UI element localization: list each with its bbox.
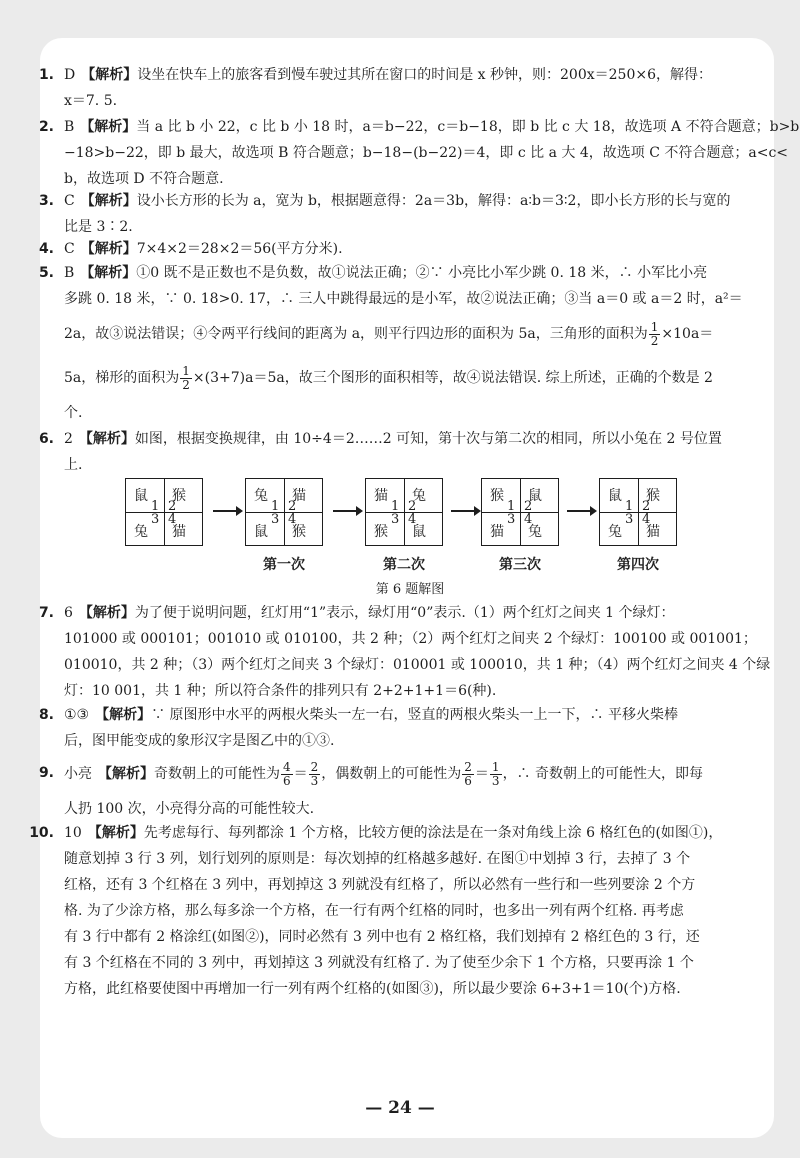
text-line: 后，图甲能变成的象形汉字是图乙中的①③. — [64, 733, 335, 749]
grid-box-initial: 鼠 猴 兔 猫 1 2 3 4 — [125, 478, 203, 546]
text-line: x＝7. 5. — [64, 93, 118, 109]
text-line: ，∴ 奇数朝上的可能性大，即每 — [502, 766, 704, 782]
text-line: 上. — [64, 457, 83, 473]
arrow-icon — [451, 510, 479, 512]
answer: 6 — [64, 605, 73, 621]
item-number: 2. — [38, 119, 54, 135]
text-line: 有 3 行中都有 2 格涂红(如图②)，同时必然有 3 列中也有 2 格红格，我们划掉有 2 格红色的 3 行，还 — [64, 929, 700, 945]
answer-item-8 — [38, 702, 740, 754]
text-line: 随意划掉 3 行 3 列，划行划列的原则是：每次划掉的红格越多越好. 在图①中划掉 3 行，去掉了 3 个 — [64, 851, 691, 867]
analysis-tag: 【解析】 — [80, 265, 137, 281]
answer: 2 — [64, 431, 73, 447]
analysis-tag: 【解析】 — [87, 825, 144, 841]
item-number: 8. — [38, 707, 54, 723]
analysis-tag: 【解析】 — [80, 119, 137, 135]
grid-box-4: 鼠 猴 兔 猫 1 2 3 4 — [599, 478, 677, 546]
text-line: −18>b−22，即 b 最大，故选项 B 符合题意；b−18−(b−22)＝4，即 c 比 a 大 4，故选项 C 不符合题意；a<c< — [64, 145, 789, 161]
text-line: 7×4×2＝28×2＝56(平方分米). — [136, 241, 343, 257]
text-line: 设小长方形的长为 a，宽为 b，根据题意得：2a＝3b，解得：a∶b＝3∶2，即小长方形的长与宽的 — [136, 193, 731, 209]
item-number: 3. — [38, 193, 54, 209]
text-line: ×(3+7)a＝5a，故三个图形的面积相等，故④说法错误. 综上所述，正确的个数是 2 — [192, 370, 713, 386]
item-number: 5. — [38, 265, 54, 281]
grid-box-3: 猴 鼠 猫 兔 1 2 3 4 — [481, 478, 559, 546]
analysis-tag: 【解析】 — [98, 766, 154, 782]
text-line: 比是 3∶2. — [64, 219, 133, 235]
fraction: $\frac{1}{3}$ — [491, 759, 500, 788]
analysis-tag: 【解析】 — [78, 605, 135, 621]
text-line: 个. — [64, 405, 83, 421]
text-line: 2a，故③说法错误；④令两平行线间的距离为 a，则平行四边形的面积为 5a，三角形的面积为 — [64, 326, 648, 342]
item-number: 7. — [38, 605, 54, 621]
step-caption: 第三次 — [499, 557, 541, 573]
item-number: 9. — [38, 765, 54, 781]
answer: C — [64, 193, 75, 209]
text-line: ×10a＝ — [661, 326, 714, 342]
answer-item-10 — [29, 820, 740, 1002]
text-line: 先考虑每行、每列都涂 1 个方格，比较方便的涂法是在一条对角线上涂 6 格红色的(如图①)， — [143, 825, 723, 841]
text-line: 为了便于说明问题，红灯用“1”表示，绿灯用“0”表示.（1）两个红灯之间夹 1 个绿灯： — [134, 605, 675, 621]
text-line: 格. 为了少涂方格，那么每多涂一个方格，在一行有两个红格的同时，也多出一列有两个红格. 再考虑 — [64, 903, 684, 919]
answer: B — [64, 265, 75, 281]
item-number: 10. — [29, 825, 54, 841]
fraction: $\frac{1}{2}$ — [182, 363, 190, 392]
text-line: 如图，根据变换规律，由 10÷4＝2……2 可知，第十次与第二次的相同，所以小兔在 2 号位置 — [134, 431, 722, 447]
answer: B — [64, 119, 75, 135]
page-number: — 24 — — [365, 1098, 435, 1118]
answer: 10 — [64, 825, 82, 841]
text-line: b，故选项 D 不符合题意. — [64, 171, 224, 187]
answer-item-1 — [38, 62, 740, 114]
analysis-tag: 【解析】 — [95, 707, 152, 723]
arrow-icon — [213, 510, 241, 512]
grid-box-2: 猫 兔 猴 鼠 1 2 3 4 — [365, 478, 443, 546]
text-line: 人扔 100 次，小亮得分高的可能性较大. — [64, 801, 315, 817]
answer-item-9: 9. 小亮 【解析】奇数朝上的可能性为 $\frac{4}{6}$ ＝ $\frac{2}{3}$ ，偶数朝上的可能性为 $\frac{2}{6}$ ＝ $\frac{1}{3}$ ，∴ 奇数朝上的可能性大，即每 人扔 100 次，小亮得分高的可能性较大. — [64, 752, 740, 822]
step-caption: 第一次 — [263, 557, 305, 573]
text-line: 当 a 比 b 小 22，c 比 b 小 18 时，a＝b−22，c＝b−18，即 b 比 c 大 18，故选项 A 不符合题意；b>b — [136, 119, 800, 135]
text-line: 灯：10 001，共 1 种；所以符合条件的排列只有 2+2+1+1＝6(种). — [64, 683, 497, 699]
answer: D — [64, 67, 76, 83]
item-number: 1. — [38, 67, 54, 83]
fraction: $\frac{2}{3}$ — [310, 759, 319, 788]
text-line: 红格，还有 3 个红格在 3 列中，再划掉这 3 列就没有红格了，所以必然有一些行和一些列要涂 2 个方 — [64, 877, 696, 893]
arrow-icon — [567, 510, 595, 512]
answer-item-2 — [38, 114, 800, 192]
text-line: 010010，共 2 种；（3）两个红灯之间夹 3 个绿灯：010001 或 100010，共 1 种；（4）两个红灯之间夹 4 个绿 — [64, 657, 771, 673]
arrow-icon — [333, 510, 361, 512]
text-line: 奇数朝上的可能性为 — [154, 766, 280, 782]
text-line: ①0 既不是正数也不是负数，故①说法正确；②∵ 小亮比小军少跳 0. 18 米，∴ 小军比小亮 — [136, 265, 708, 281]
answer-item-7 — [38, 600, 771, 704]
text-line: 5a，梯形的面积为 — [64, 370, 180, 386]
fraction: $\frac{4}{6}$ — [283, 759, 291, 788]
text-line: 有 3 个红格在不同的 3 列中，再划掉这 3 列就没有红格了. 为了使至少余下 1 个方格，只要再涂 1 个 — [64, 955, 694, 971]
step-caption: 第四次 — [617, 557, 659, 573]
fraction: $\frac{1}{2}$ — [650, 319, 659, 348]
text-line: ，偶数朝上的可能性为 — [321, 766, 462, 782]
analysis-tag: 【解析】 — [80, 193, 137, 209]
answer: ①③ — [64, 707, 90, 723]
rotation-figure — [125, 478, 685, 598]
analysis-tag: 【解析】 — [78, 431, 135, 447]
answer-item-5 — [38, 260, 743, 426]
fraction: $\frac{2}{6}$ — [464, 759, 472, 788]
figure-title: 第 6 题解图 — [375, 582, 445, 597]
answer-item-4 — [38, 236, 740, 262]
grid-box-1: 兔 猫 鼠 猴 1 2 3 4 — [245, 478, 323, 546]
text-line: ∵ 原图形中水平的两根火柴头一左一右，竖直的两根火柴头一上一下，∴ 平移火柴棒 — [151, 707, 679, 723]
analysis-tag: 【解析】 — [81, 67, 138, 83]
analysis-tag: 【解析】 — [80, 241, 137, 257]
step-caption: 第二次 — [383, 557, 425, 573]
answer-item-3 — [38, 188, 740, 240]
item-number: 6. — [38, 431, 54, 447]
answer: C — [64, 241, 75, 257]
answer: 小亮 — [64, 766, 92, 782]
text-line: 方格，此红格要使图中再增加一行一列有两个红格的(如图③)，所以最少要涂 6+3+1＝10(个)方格. — [64, 981, 681, 997]
answer-item-6 — [38, 426, 740, 478]
text-line: 设坐在快车上的旅客看到慢车驶过其所在窗口的时间是 x 秒钟，则：200x＝250×6，解得： — [137, 67, 713, 83]
item-number: 4. — [38, 241, 54, 257]
text-line: 多跳 0. 18 米，∵ 0. 18>0. 17，∴ 三人中跳得最远的是小军，故②说法正确；③当 a＝0 或 a＝2 时，a²＝ — [64, 291, 743, 307]
text-line: 101000 或 000101；001010 或 010100，共 2 种；（2）两个红灯之间夹 2 个绿灯：100100 或 001001； — [64, 631, 757, 647]
